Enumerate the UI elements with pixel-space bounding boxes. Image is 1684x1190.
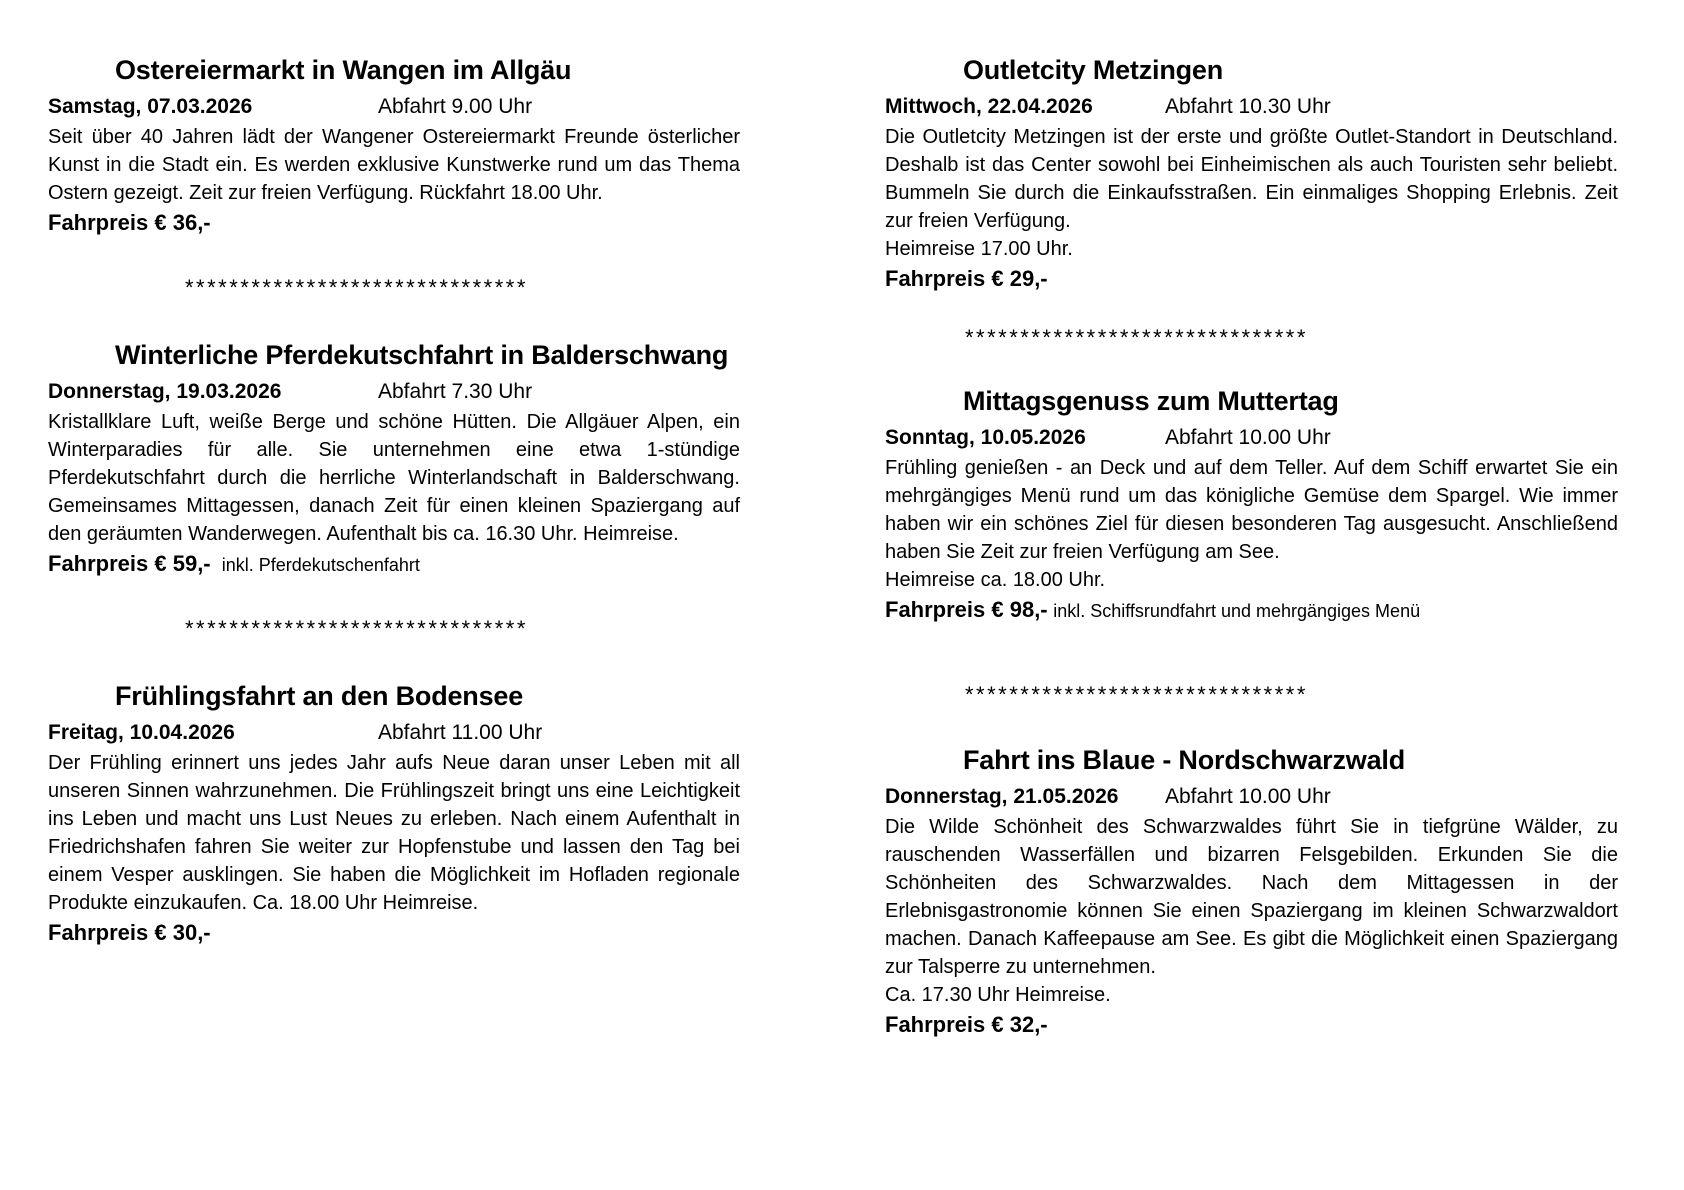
trip-title: Frühlingsfahrt an den Bodensee xyxy=(115,681,524,711)
trip-description: Seit über 40 Jahren lädt der Wangener Ostereiermarkt Freunde österlicher Kunst in die Stadt ein. Es werden exklusive Kunstwerke rund um das Thema Ostern gezeigt. Zeit zur freien Verfügung. Rückfahrt 18.00 Uhr. xyxy=(48,126,740,204)
trip-description: Der Frühling erinnert uns jedes Jahr aufs Neue daran unser Leben mit all unseren Sinnen wahrzunehmen. Die Frühlingszeit bringt uns eine Leichtigkeit ins Leben und macht uns Lust Neues zu erleben. Nach einem Aufenthalt in Friedrichshafen fahren Sie weiter zur Hopfenstube und lassen den Tag bei einem Vesper ausklingen. Sie haben die Möglichkeit im Hofladen regionale Produkte einzukaufen. Ca. 18.00 Uhr Heimreise. xyxy=(48,752,740,914)
trip-departure: Abfahrt 9.00 Uhr xyxy=(378,95,533,118)
trip-price-line xyxy=(48,209,740,238)
section-separator: ******************************* xyxy=(185,616,528,641)
trip-price-line xyxy=(885,265,1618,294)
trip-title: Fahrt ins Blaue - Nordschwarzwald xyxy=(963,745,1405,775)
trip-section-pferdekutschfahrt xyxy=(48,340,740,579)
trip-section-ostereiermarkt xyxy=(48,55,740,238)
right-column xyxy=(885,55,1618,1040)
trip-price-line xyxy=(48,550,740,579)
trip-price-note: inkl. Schiffsrundfahrt und mehrgängiges Menü xyxy=(1053,601,1421,621)
trip-departure: Abfahrt 10.00 Uhr xyxy=(1165,426,1331,449)
trip-date-line xyxy=(48,378,740,406)
trip-date-line xyxy=(885,783,1618,811)
trip-date-line xyxy=(48,93,740,121)
section-separator: ******************************* xyxy=(965,682,1308,707)
trip-departure: Abfahrt 7.30 Uhr xyxy=(378,380,533,403)
trip-date-line xyxy=(885,93,1618,121)
section-separator: ******************************* xyxy=(185,275,528,300)
trip-departure: Abfahrt 10.00 Uhr xyxy=(1165,785,1331,808)
trip-date: Mittwoch, 22.04.2026 xyxy=(885,95,1093,118)
trip-date: Donnerstag, 21.05.2026 xyxy=(885,785,1119,808)
trip-description: Kristallklare Luft, weiße Berge und schöne Hütten. Die Allgäuer Alpen, ein Winterparadies für alle. Sie unternehmen eine etwa 1-stündige Pferdekutschfahrt durch die herrliche Winterlandschaft in Balderschwang. Gemeinsames Mittagessen, danach Zeit für einen kleinen Spaziergang auf den geräumten Wanderwegen. Aufenthalt bis ca. 16.30 Uhr. Heimreise. xyxy=(48,411,740,545)
trip-price: Fahrpreis € 32,- xyxy=(885,1012,1048,1037)
trip-description: Frühling genießen - an Deck und auf dem Teller. Auf dem Schiff erwartet Sie ein mehrgängiges Menü rund um das königliche Gemüse dem Spargel. Wie immer haben wir ein schönes Ziel für diesen besonderen Tag ausgesucht. Anschließend haben Sie Zeit zur freien Verfügung am See. xyxy=(885,457,1618,563)
trip-date: Sonntag, 10.05.2026 xyxy=(885,426,1086,449)
trip-price-line xyxy=(885,596,1618,625)
trip-price: Fahrpreis € 29,- xyxy=(885,266,1048,291)
trip-price: Fahrpreis € 59,- xyxy=(48,551,211,576)
left-column xyxy=(48,55,740,948)
trip-price-line xyxy=(885,1011,1618,1040)
trip-title: Outletcity Metzingen xyxy=(963,55,1224,85)
trip-date: Donnerstag, 19.03.2026 xyxy=(48,380,282,403)
trip-date-line xyxy=(48,719,740,747)
trip-return-info: Heimreise ca. 18.00 Uhr. xyxy=(885,569,1106,591)
trip-date: Samstag, 07.03.2026 xyxy=(48,95,253,118)
trip-date: Freitag, 10.04.2026 xyxy=(48,721,235,744)
trip-departure: Abfahrt 11.00 Uhr xyxy=(378,721,543,744)
trip-section-fruehlingsfahrt xyxy=(48,681,740,948)
trip-departure: Abfahrt 10.30 Uhr xyxy=(1165,95,1331,118)
trip-section-nordschwarzwald xyxy=(885,745,1618,1040)
trip-price: Fahrpreis € 98,- xyxy=(885,597,1048,622)
trip-price: Fahrpreis € 36,- xyxy=(48,210,211,235)
trip-description: Die Outletcity Metzingen ist der erste und größte Outlet-Standort in Deutschland. Deshalb ist das Center sowohl bei Einheimischen als auch Touristen sehr beliebt. Bummeln Sie durch die Einkaufsstraßen. Ein einmaliges Shopping Erlebnis. Zeit zur freien Verfügung. xyxy=(885,126,1618,232)
trip-title: Ostereiermarkt in Wangen im Allgäu xyxy=(115,55,572,85)
trip-price-line xyxy=(48,919,740,948)
trip-section-muttertag xyxy=(885,386,1618,625)
trip-return-info: Ca. 17.30 Uhr Heimreise. xyxy=(885,984,1111,1006)
trip-price: Fahrpreis € 30,- xyxy=(48,920,211,945)
trip-date-line xyxy=(885,424,1618,452)
trip-description: Die Wilde Schönheit des Schwarzwaldes führt Sie in tiefgrüne Wälder, zu rauschenden Wasserfällen und bizarren Felsgebilden. Erkunden Sie die Schönheiten des Schwarzwaldes. Nach dem Mittagessen in der Erlebnisgastronomie können Sie einen Spaziergang im kleinen Schwarzwaldort machen. Danach Kaffeepause am See. Es gibt die Möglichkeit einen Spaziergang zur Talsperre zu unternehmen. xyxy=(885,816,1618,978)
section-separator: ******************************* xyxy=(965,325,1308,350)
trip-title: Winterliche Pferdekutschfahrt in Balderschwang xyxy=(115,340,729,370)
trip-price-note: inkl. Pferdekutschenfahrt xyxy=(221,555,420,575)
trip-section-outletcity xyxy=(885,55,1618,294)
trip-title: Mittagsgenuss zum Muttertag xyxy=(963,386,1339,416)
trip-return-info: Heimreise 17.00 Uhr. xyxy=(885,238,1073,260)
